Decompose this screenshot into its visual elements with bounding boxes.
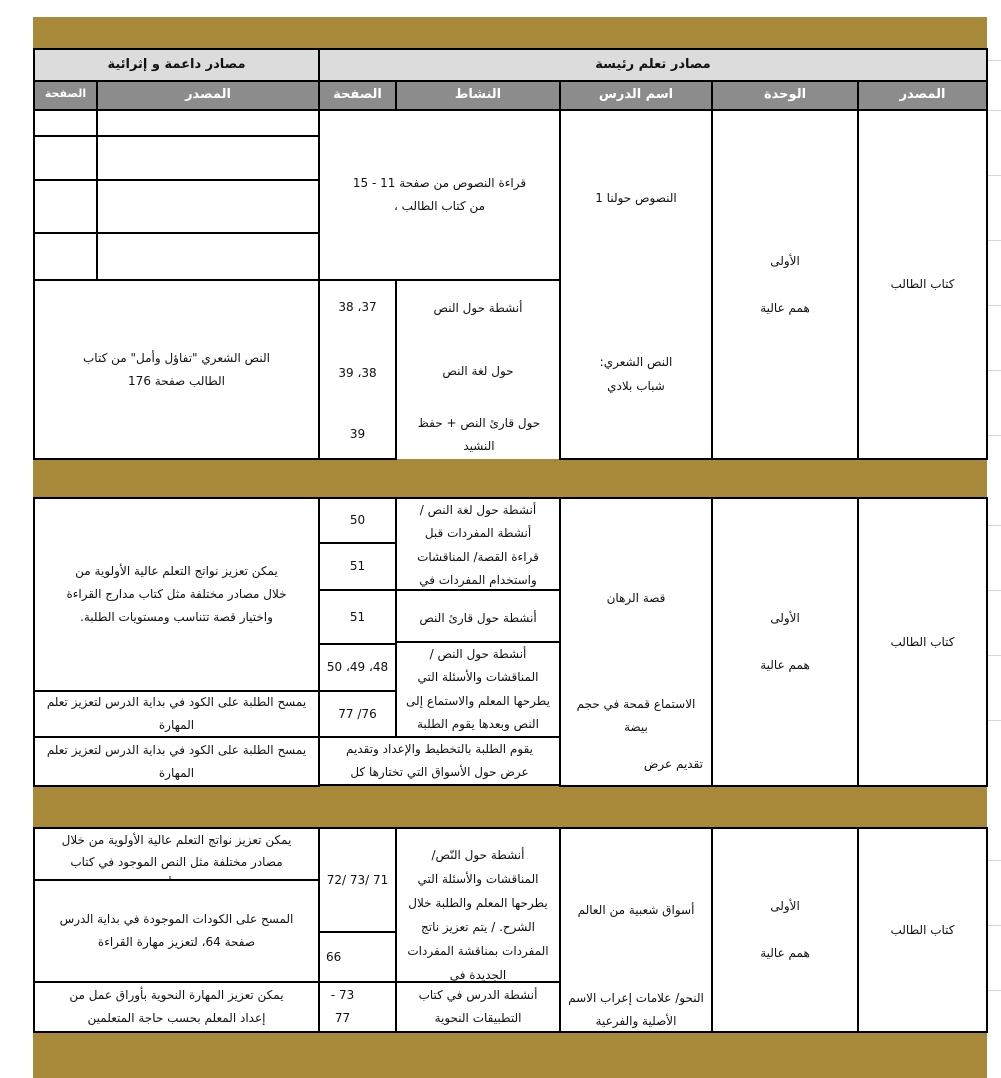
s2-activity-b: أنشطة حول قارئ النص (395, 589, 561, 643)
s2-lesson-a: قصة الرهان (606, 591, 666, 605)
gridline (988, 590, 1001, 591)
gridline (988, 990, 1001, 991)
s1-activity-1: أنشطة حول النص (395, 279, 561, 460)
s1-support-empty-source-2 (96, 135, 320, 181)
gridline (988, 370, 1001, 371)
s1-activity-3: حول قارئ النص + حفظ النشيد (417, 416, 541, 453)
s1-page-2: 38، 39 (338, 366, 377, 380)
s3-unit-line1: الأولى (770, 899, 800, 914)
s3-support-a: يمكن تعزيز نواتج التعلم عالية الأولوية من خلال مصادر مختلفة مثل النص الموجود في كتاب (33, 827, 320, 881)
s3-support-c: يمكن تعزيز المهارة النحوية بأوراق عمل من إعداد المعلم بحسب حاجة المتعلمين (33, 981, 320, 1033)
s1-lesson (559, 109, 713, 460)
s1-support-text: النص الشعري "تفاؤل وأمل" من كتاب الطالب صفحة 176 (33, 279, 320, 460)
bottom-band (33, 1033, 987, 1078)
s1-activity-2: حول لغة النص (442, 364, 514, 378)
s1-unit-line2: همم عالية (760, 300, 810, 315)
s1-activity-read: قراءة النصوص من صفحة 11 - 15 من كتاب الطالب ، (318, 109, 561, 281)
s1-page-3: 39 (349, 427, 366, 441)
gridline (988, 110, 1001, 111)
gridline (988, 60, 1001, 61)
s1-support-empty-source-4 (96, 232, 320, 281)
s3-page-1: 71 /73 /72 (318, 827, 397, 933)
s3-lesson-a: أسواق شعبية من العالم (577, 903, 695, 917)
s2-unit (711, 497, 859, 787)
gridline (988, 435, 1001, 436)
s3-lesson (559, 827, 713, 1033)
s2-lesson (559, 497, 713, 787)
s1-source: كتاب الطالب (857, 109, 988, 460)
col-activity-header: النشاط (395, 80, 561, 111)
s2-activity-c: أنشطة حول النص / المناقشات والأسئلة التي يطرحها المعلم والاستماع إلى النص وبعدها يقوم الطلبة (395, 641, 561, 738)
s2-support-code-1: يمسح الطلبة على الكود في بداية الدرس لتعزيز تعلم المهارة (33, 690, 320, 738)
s2-source: كتاب الطالب (857, 497, 988, 787)
col-support-source-header: المصدر (96, 80, 320, 111)
s1-support-empty-source-3 (96, 179, 320, 234)
s2-lesson-c: تقديم عرض (643, 757, 703, 771)
s2-page-1: 50 (318, 497, 397, 544)
s3-source: كتاب الطالب (857, 827, 988, 1033)
s3-support-b: المسح على الكودات الموجودة في بداية الدرس صفحة 64، لتعزيز مهارة القراءة (33, 879, 320, 983)
s3-page-3: 73 - 77 (318, 981, 397, 1033)
s3-lesson-b: النحو/ علامات إعراب الاسم الأصلية والفرعية (568, 991, 704, 1028)
s1-lesson-b2: شباب بلادي (607, 379, 665, 393)
s1-lesson-b1: النص الشعري: (599, 355, 673, 369)
s3-activity-b: أنشطة الدرس في كتاب التطبيقات النحوية (395, 981, 561, 1033)
s3-page-2: 66 (318, 931, 397, 983)
s2-page-4: 48، 49، 50 (318, 643, 397, 692)
col-unit-header: الوحدة (711, 80, 859, 111)
section-band-1 (33, 459, 987, 498)
s2-unit-line1: الأولى (770, 611, 800, 626)
s1-support-empty-page-4 (33, 232, 98, 281)
gridline (988, 240, 1001, 241)
gridline (988, 175, 1001, 176)
s1-support-empty-page-3 (33, 179, 98, 234)
s2-activity-a: أنشطة حول لغة النص / أنشطة المفردات قبل قراءة القصة/ المناقشات واستخدام المفردات في (395, 497, 561, 591)
s2-page-5: 76/ 77 (318, 690, 397, 738)
s3-unit (711, 827, 859, 1033)
col-page-header: الصفحة (318, 80, 397, 111)
col-support-page-header: الصفحة (33, 80, 98, 111)
s1-support-empty-source-1 (96, 109, 320, 137)
gridline (988, 925, 1001, 926)
s2-support-code-2: يمسح الطلبة على الكود في بداية الدرس لتعزيز تعلم المهارة (33, 736, 320, 787)
s1-page-1: 37، 38 (338, 300, 377, 314)
s1-support-empty-page-1 (33, 109, 98, 137)
s2-page-2: 51 (318, 542, 397, 591)
s3-unit-line2: همم عالية (760, 946, 810, 960)
s2-activity-d: يقوم الطلبة بالتخطيط والإعداد وتقديم عرض حول الأسواق التي تختارها كل (318, 736, 561, 786)
gridline (988, 305, 1001, 306)
col-source-header: المصدر (857, 80, 988, 111)
s3-activity-a: أنشطة حول النّص/ المناقشات والأسئلة التي يطرحها المعلم والطلبة خلال الشرح. / يتم تعزيز ناتج المفردات بمناقشة المفردات الجديدة في (395, 827, 561, 983)
gridline (988, 525, 1001, 526)
s2-unit-line2: همم عالية (760, 658, 810, 672)
s1-lesson-a: النصوص حولنا 1 (595, 191, 677, 205)
gridline (988, 720, 1001, 721)
supporting-resources-header: مصادر داعمة و إثرائية (33, 48, 320, 82)
s1-support-empty-page-2 (33, 135, 98, 181)
s2-support-main: يمكن تعزيز نواتج التعلم عالية الأولوية من خلال مصادر مختلفة مثل كتاب مدارج القراءة واختيار قصة تتناسب ومستويات الطلبة. (33, 497, 320, 692)
s2-lesson-b: الاستماع قمحة في حجم بيضة (576, 697, 696, 734)
s2-page-3: 51 (318, 589, 397, 645)
s1-unit (711, 109, 859, 460)
gridline (988, 655, 1001, 656)
col-lesson-header: اسم الدرس (559, 80, 713, 111)
gridline (988, 860, 1001, 861)
s1-unit-line1: الأولى (770, 253, 800, 268)
top-band (33, 17, 987, 49)
main-resources-header: مصادر تعلم رئيسة (318, 48, 988, 82)
section-band-2 (33, 786, 987, 828)
